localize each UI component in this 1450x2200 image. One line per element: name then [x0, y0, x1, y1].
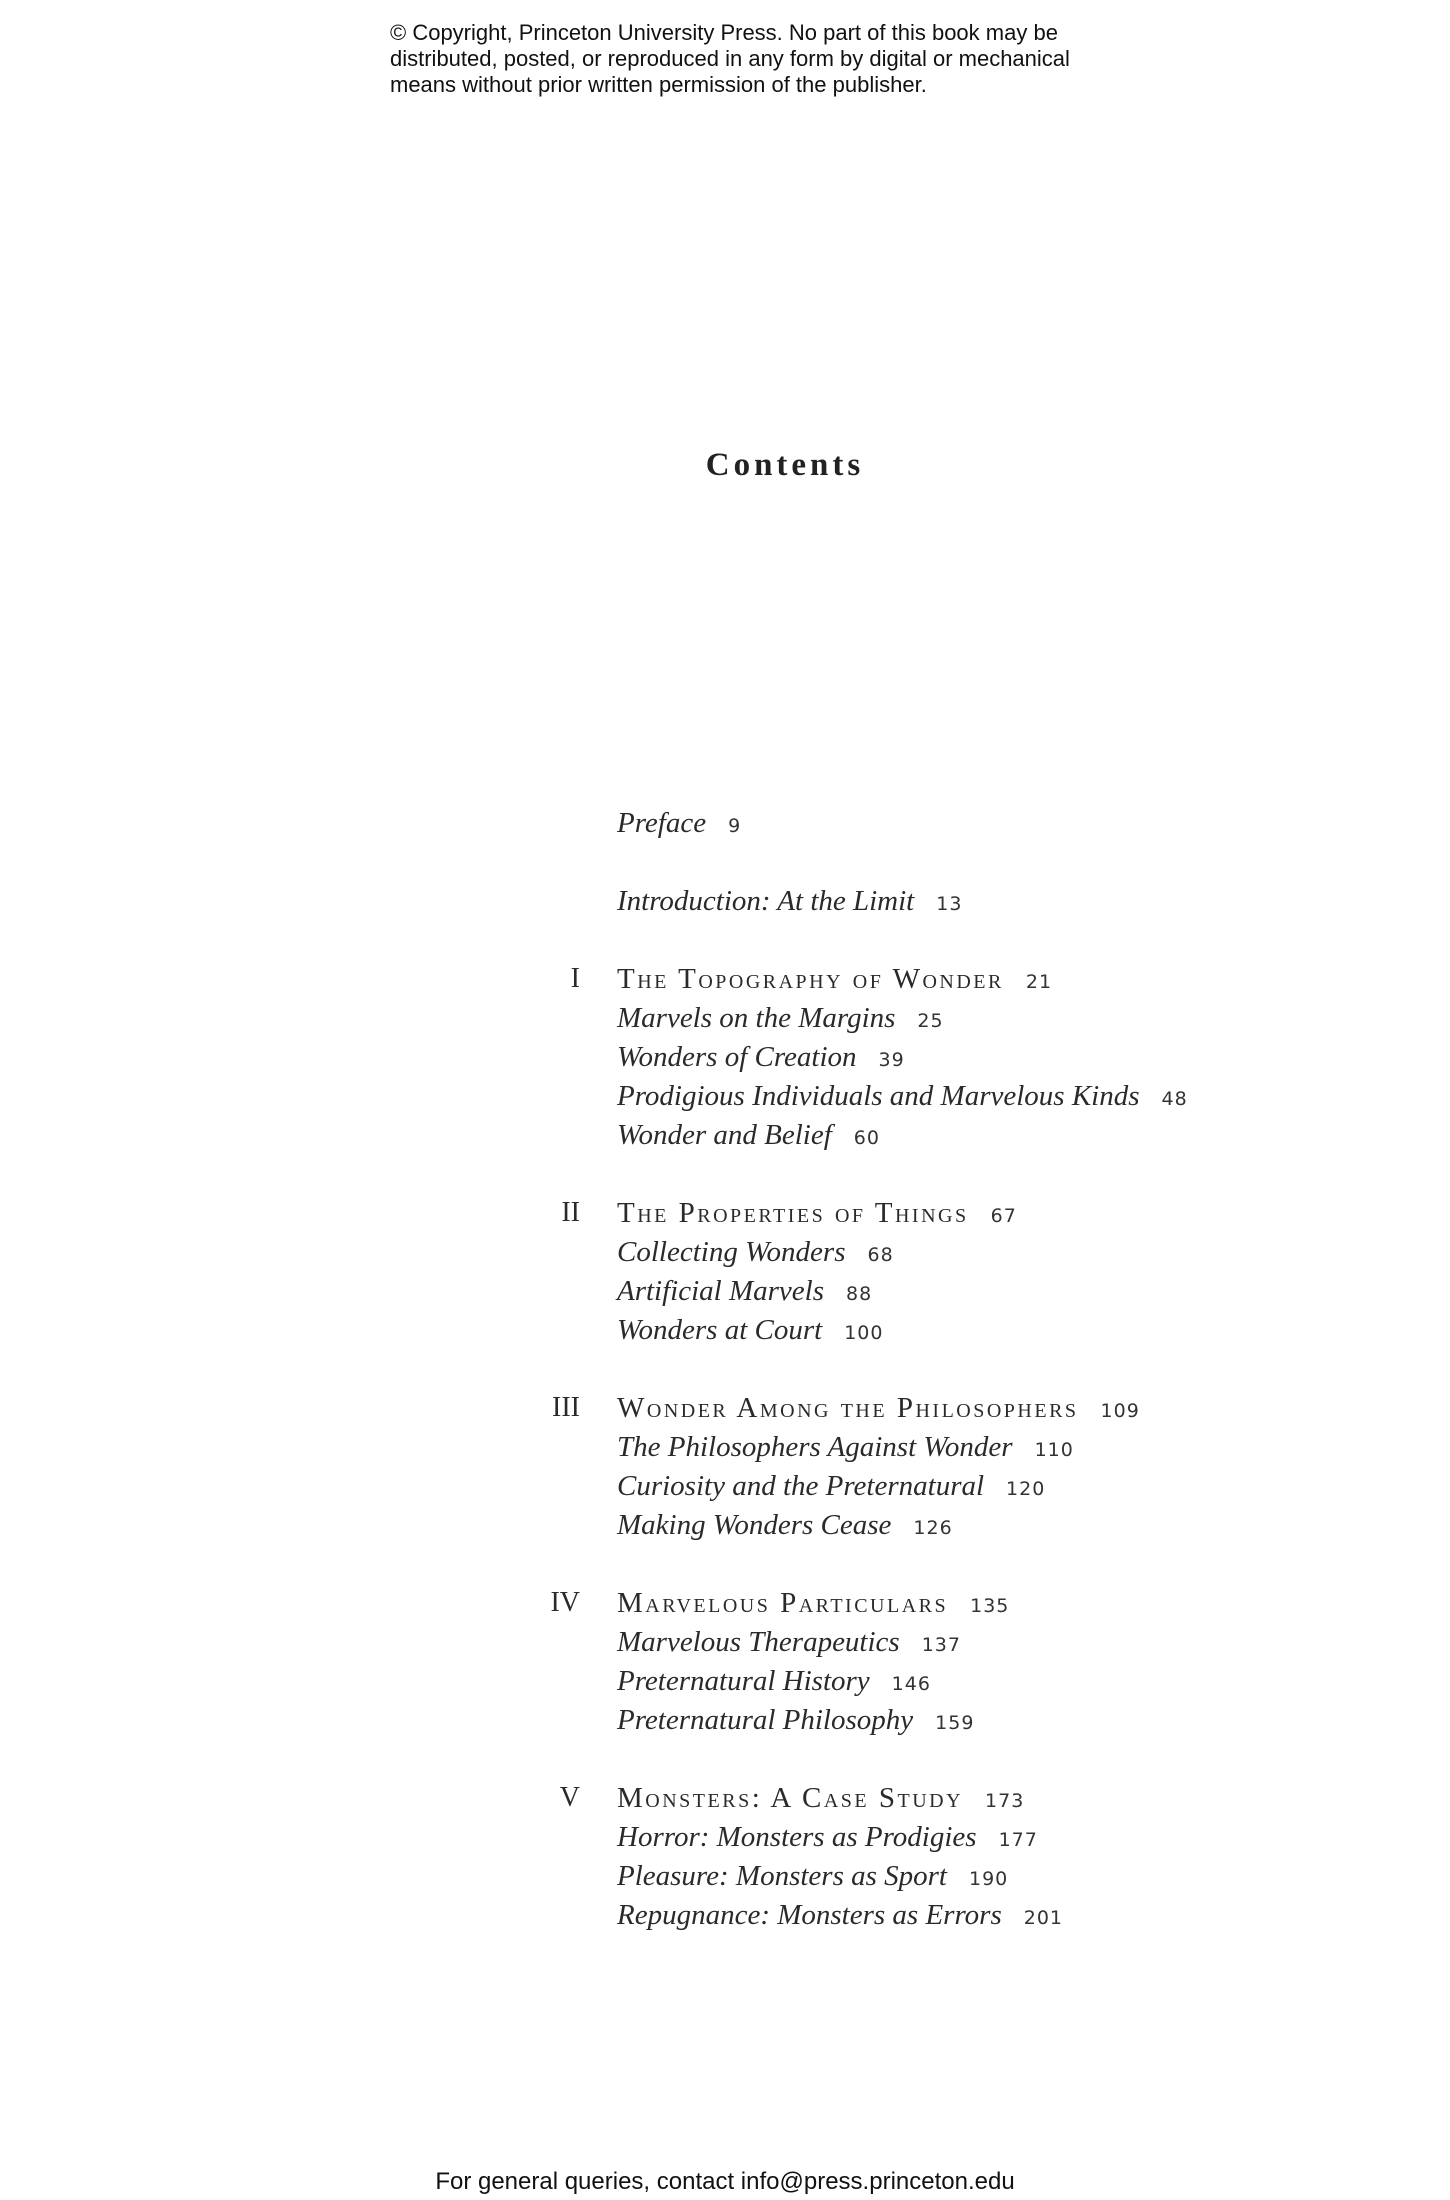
section-entry-page-number: 126 — [913, 1517, 953, 1539]
section-entry-title: Pleasure: Monsters as Sport — [617, 1860, 947, 1892]
section-entry-page-number: 88 — [846, 1283, 873, 1305]
section-entry-page-number: 120 — [1006, 1478, 1046, 1500]
section-entry-title: Wonders at Court — [617, 1314, 823, 1346]
section-entry — [617, 1469, 1045, 1506]
part-numeral: I — [570, 963, 580, 994]
section-entry-page-number: 137 — [921, 1634, 961, 1656]
copyright-line: distributed, posted, or reproduced in any form by digital or mechanical — [390, 46, 1070, 71]
front-matter-entry-page-number: 13 — [936, 893, 963, 915]
section-entry — [617, 1274, 872, 1311]
front-matter-entry-title: Preface — [617, 807, 707, 839]
section-entry-page-number: 146 — [891, 1673, 931, 1695]
copyright-line: means without prior written permission of the publisher. — [390, 72, 927, 97]
section-entry-page-number: 201 — [1023, 1907, 1064, 1929]
section-entry — [617, 1040, 905, 1077]
section-entry-page-number: 68 — [867, 1244, 894, 1266]
front-matter-entry — [617, 806, 741, 843]
footer-contact: For general queries, contact info@press.princeton.edu — [435, 2168, 1015, 2195]
front-matter-entry-title: Introduction: At the Limit — [617, 885, 915, 917]
section-entry-title: Marvelous Therapeutics — [617, 1626, 900, 1658]
section-entry — [617, 1001, 944, 1038]
part-numeral: II — [561, 1197, 580, 1228]
part-heading-page-number: 109 — [1100, 1400, 1140, 1422]
section-entry-page-number: 110 — [1034, 1439, 1074, 1461]
section-entry-title: Artificial Marvels — [617, 1275, 824, 1307]
part-heading-page-number: 135 — [970, 1595, 1010, 1617]
section-entry — [617, 1820, 1038, 1857]
section-entry — [617, 1079, 1188, 1116]
front-matter-entry — [617, 884, 962, 921]
part-heading-title: The Properties of Things — [617, 1197, 969, 1229]
section-entry-page-number: 190 — [969, 1868, 1009, 1890]
copyright-line: © Copyright, Princeton University Press. No part of this book may be — [390, 20, 1058, 45]
part-heading-page-number: 21 — [1025, 971, 1053, 993]
section-entry — [617, 1859, 1008, 1896]
section-entry-title: Repugnance: Monsters as Errors — [617, 1899, 1002, 1931]
section-entry-page-number: 60 — [853, 1127, 880, 1149]
section-entry — [617, 1118, 880, 1155]
part-heading — [617, 962, 1052, 999]
part-numeral: V — [559, 1782, 580, 1813]
section-entry — [617, 1664, 931, 1701]
section-entry-title: Prodigious Individuals and Marvelous Kinds — [617, 1080, 1140, 1112]
section-entry-title: Collecting Wonders — [617, 1236, 846, 1268]
section-entry-title: Making Wonders Cease — [617, 1509, 892, 1541]
section-entry — [617, 1235, 894, 1272]
part-heading-title: Marvelous Particulars — [617, 1587, 949, 1619]
part-heading-title: The Topography of Wonder — [617, 963, 1004, 995]
page-title: Contents — [705, 447, 865, 483]
section-entry — [617, 1898, 1063, 1935]
section-entry-page-number: 25 — [917, 1010, 944, 1032]
section-entry — [617, 1430, 1074, 1467]
section-entry — [617, 1703, 974, 1740]
section-entry-page-number: 48 — [1161, 1088, 1188, 1110]
part-heading — [617, 1781, 1024, 1818]
part-heading — [617, 1391, 1140, 1428]
section-entry-title: Marvels on the Margins — [617, 1002, 896, 1034]
part-numeral: IV — [550, 1587, 580, 1618]
part-heading-page-number: 173 — [985, 1790, 1025, 1812]
section-entry-title: Wonders of Creation — [617, 1041, 857, 1073]
part-numeral: III — [552, 1392, 580, 1423]
section-entry — [617, 1313, 883, 1350]
part-heading — [617, 1196, 1017, 1233]
section-entry-title: Wonder and Belief — [617, 1119, 832, 1151]
section-entry-page-number: 177 — [998, 1829, 1038, 1851]
section-entry-title: Curiosity and the Preternatural — [617, 1470, 985, 1502]
part-heading-title: Monsters: A Case Study — [617, 1782, 964, 1814]
part-heading-page-number: 67 — [990, 1205, 1017, 1227]
front-matter-entry-page-number: 9 — [728, 815, 742, 837]
section-entry-page-number: 39 — [878, 1049, 905, 1071]
section-entry — [617, 1508, 953, 1545]
section-entry-page-number: 159 — [935, 1712, 975, 1734]
section-entry-title: The Philosophers Against Wonder — [617, 1431, 1013, 1463]
section-entry — [617, 1625, 961, 1662]
part-heading — [617, 1586, 1009, 1623]
section-entry-title: Preternatural Philosophy — [617, 1704, 914, 1736]
section-entry-title: Horror: Monsters as Prodigies — [617, 1821, 977, 1853]
section-entry-title: Preternatural History — [617, 1665, 870, 1697]
part-heading-title: Wonder Among the Philosophers — [617, 1392, 1079, 1424]
section-entry-page-number: 100 — [844, 1322, 884, 1344]
